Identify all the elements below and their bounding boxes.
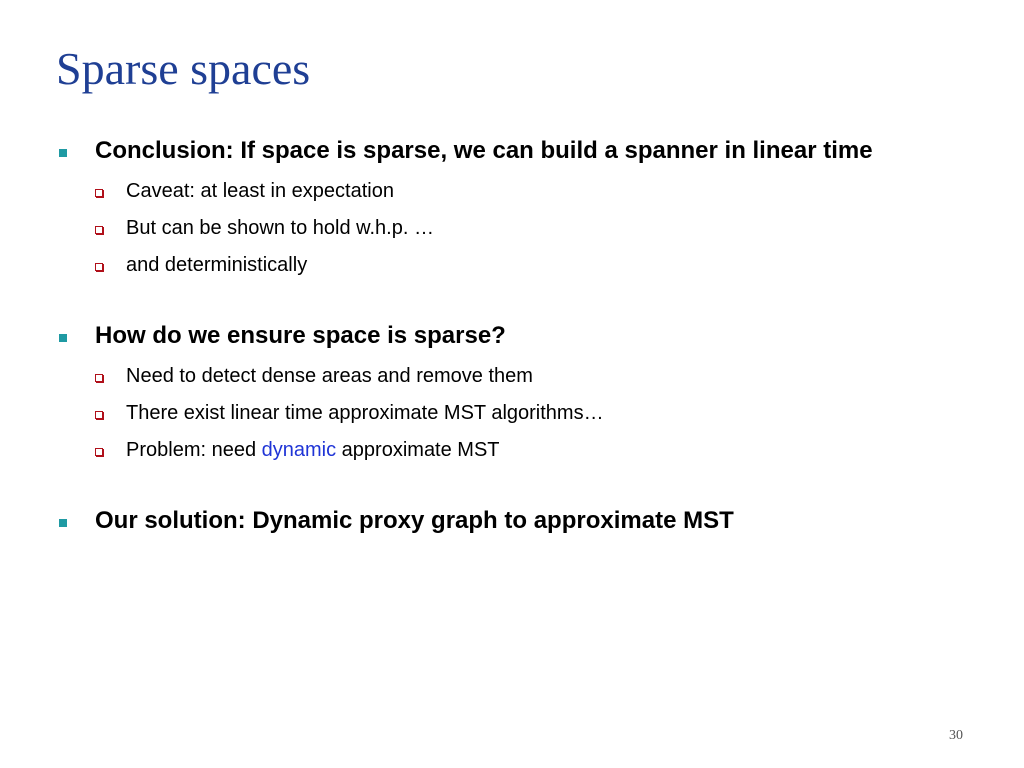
square-bullet-icon xyxy=(59,519,67,527)
sub-bullet xyxy=(126,399,1024,427)
page-number: 30 xyxy=(949,728,963,743)
sub-bullet xyxy=(126,251,1024,279)
text-before: Problem: need xyxy=(126,439,262,461)
sub-bullet xyxy=(126,362,1024,390)
slide-content xyxy=(0,134,1024,538)
hollow-square-bullet-icon xyxy=(95,263,103,271)
sub-bullet xyxy=(126,214,1024,242)
square-bullet-icon xyxy=(59,149,67,157)
sub-bullet-text: There exist linear time approximate MST algorithms… xyxy=(126,402,604,424)
square-bullet-icon xyxy=(59,334,67,342)
bullet-text: Conclusion: If space is sparse, we can build a spanner in linear time xyxy=(95,137,873,164)
hollow-square-bullet-icon xyxy=(95,189,103,197)
sub-bullet-text xyxy=(126,439,500,461)
hollow-square-bullet-icon xyxy=(95,374,103,382)
bullet-text: How do we ensure space is sparse? xyxy=(95,322,506,349)
bullet-text: Our solution: Dynamic proxy graph to approximate MST xyxy=(95,507,734,534)
highlight-dynamic: dynamic xyxy=(261,439,337,461)
hollow-square-bullet-icon xyxy=(95,226,103,234)
sub-bullet-text: Need to detect dense areas and remove them xyxy=(126,365,533,387)
hollow-square-bullet-icon xyxy=(95,448,103,456)
bullet-solution xyxy=(95,504,975,538)
slide-title: Sparse spaces xyxy=(56,43,311,94)
sub-bullet-text: and deterministically xyxy=(126,254,308,276)
sub-bullet xyxy=(126,436,1024,464)
sub-bullet-text: Caveat: at least in expectation xyxy=(126,180,394,202)
text-after: approximate MST xyxy=(336,439,500,461)
bullet-conclusion xyxy=(95,134,975,168)
bullet-sparse-question xyxy=(95,319,975,353)
sub-bullet xyxy=(126,177,1024,205)
hollow-square-bullet-icon xyxy=(95,411,103,419)
sub-bullet-text: But can be shown to hold w.h.p. … xyxy=(126,217,434,239)
